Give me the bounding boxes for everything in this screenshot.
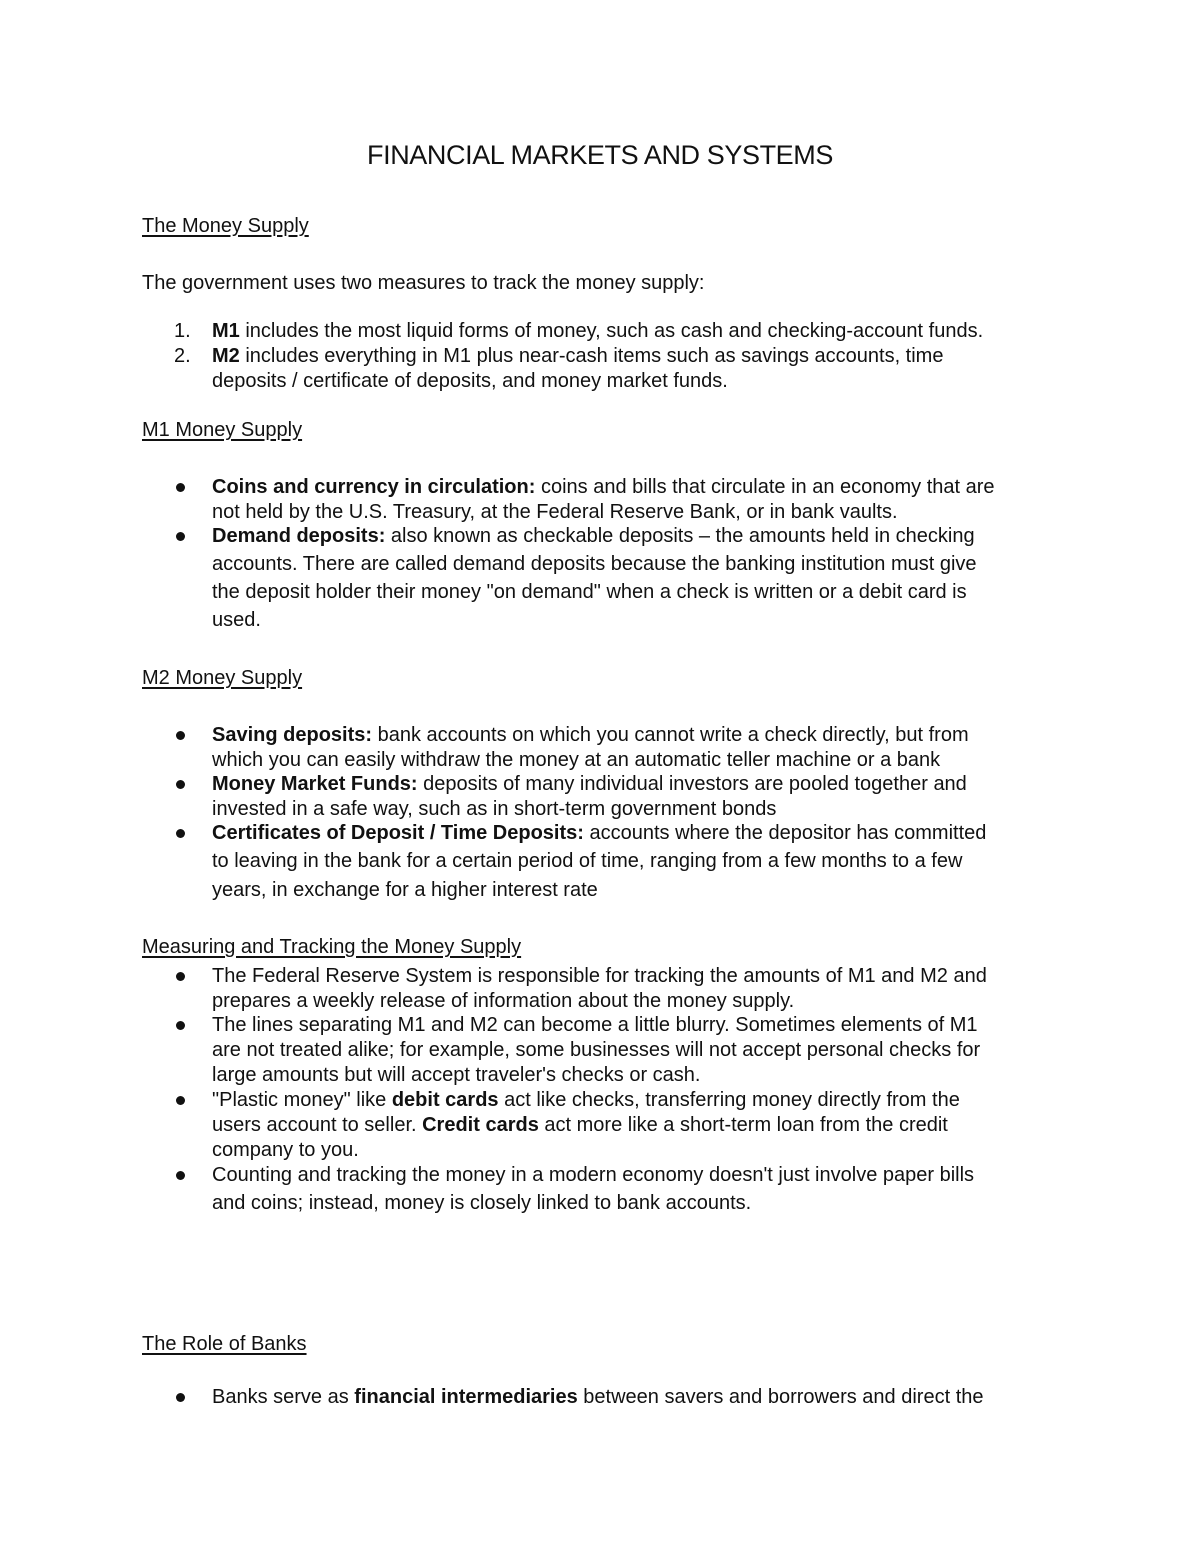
section-heading-m2: M2 Money Supply <box>142 667 303 689</box>
bullet-icon <box>176 532 185 541</box>
bullet-icon <box>176 483 185 492</box>
list-item-line: which you can easily withdraw the money at an automatic teller machine or a bank <box>212 749 941 771</box>
list-item-line: deposits / certificate of deposits, and money market funds. <box>212 370 728 392</box>
bullet-icon <box>176 972 185 981</box>
list-item-line: used. <box>212 609 261 631</box>
list-item-line: accounts. There are called demand deposits because the banking institution must give <box>212 553 977 575</box>
list-item-line: The Federal Reserve System is responsible for tracking the amounts of M1 and M2 and <box>212 965 987 987</box>
section-heading-banks: The Role of Banks <box>142 1333 307 1355</box>
bullet-icon <box>176 1171 185 1180</box>
list-item-line: Counting and tracking the money in a modern economy doesn't just involve paper bills <box>212 1164 975 1186</box>
list-item-line: M2 includes everything in M1 plus near-cash items such as savings accounts, time <box>212 345 944 367</box>
term-financial-intermediaries: financial intermediaries <box>354 1386 578 1408</box>
list-item-line: M1 includes the most liquid forms of money, such as cash and checking-account funds. <box>212 320 984 342</box>
document-title: FINANCIAL MARKETS AND SYSTEMS <box>367 140 833 170</box>
list-item-line: are not treated alike; for example, some businesses will not accept personal checks for <box>212 1039 981 1061</box>
bullet-icon <box>176 1021 185 1030</box>
money-supply-intro: The government uses two measures to track the money supply: <box>142 272 705 294</box>
term-m1: M1 <box>212 320 240 342</box>
list-item-line: invested in a safe way, such as in short-term government bonds <box>212 798 777 820</box>
list-item-line: to leaving in the bank for a certain period of time, ranging from a few months to a few <box>212 850 963 872</box>
term-certificates-of-deposit: Certificates of Deposit / Time Deposits: <box>212 822 584 844</box>
section-heading-measuring: Measuring and Tracking the Money Supply <box>142 936 522 958</box>
bullet-icon <box>176 1393 185 1402</box>
list-item-line: The lines separating M1 and M2 can become a little blurry. Sometimes elements of M1 <box>212 1014 978 1036</box>
list-item-line: users account to seller. Credit cards act more like a short-term loan from the credit <box>212 1114 948 1136</box>
list-item-line: Banks serve as financial intermediaries between savers and borrowers and direct the <box>212 1386 984 1408</box>
list-item-line: Coins and currency in circulation: coins and bills that circulate in an economy that are <box>212 476 995 498</box>
term-demand-deposits: Demand deposits: <box>212 525 386 547</box>
bullet-icon <box>176 780 185 789</box>
list-item-line: "Plastic money" like debit cards act like checks, transferring money directly from the <box>212 1089 960 1111</box>
list-item-line: Certificates of Deposit / Time Deposits: accounts where the depositor has committed <box>212 822 987 844</box>
list-item-line: not held by the U.S. Treasury, at the Federal Reserve Bank, or in bank vaults. <box>212 501 898 523</box>
list-item-line: large amounts but will accept traveler's checks or cash. <box>212 1064 701 1086</box>
term-saving-deposits: Saving deposits: <box>212 724 373 746</box>
list-item-line: Demand deposits: also known as checkable deposits – the amounts held in checking <box>212 525 975 547</box>
list-number: 1. <box>174 320 191 342</box>
bullet-icon <box>176 1096 185 1105</box>
list-number: 2. <box>174 345 191 367</box>
list-item-line: company to you. <box>212 1139 359 1161</box>
list-item-line: years, in exchange for a higher interest rate <box>212 879 598 901</box>
term-credit-cards: Credit cards <box>422 1114 539 1136</box>
list-item-line: Saving deposits: bank accounts on which you cannot write a check directly, but from <box>212 724 969 746</box>
bullet-icon <box>176 731 185 740</box>
term-debit-cards: debit cards <box>391 1089 499 1111</box>
list-item-line: and coins; instead, money is closely linked to bank accounts. <box>212 1192 752 1214</box>
section-heading-m1: M1 Money Supply <box>142 419 303 441</box>
list-item-line: prepares a weekly release of information about the money supply. <box>212 990 795 1012</box>
section-heading-money-supply: The Money Supply <box>142 215 309 237</box>
list-item-line: Money Market Funds: deposits of many individual investors are pooled together and <box>212 773 967 795</box>
term-coins: Coins and currency in circulation: <box>212 476 536 498</box>
term-money-market-funds: Money Market Funds: <box>212 773 418 795</box>
term-m2: M2 <box>212 345 240 367</box>
list-item-line: the deposit holder their money "on demand" when a check is written or a debit card is <box>212 581 967 603</box>
bullet-icon <box>176 829 185 838</box>
